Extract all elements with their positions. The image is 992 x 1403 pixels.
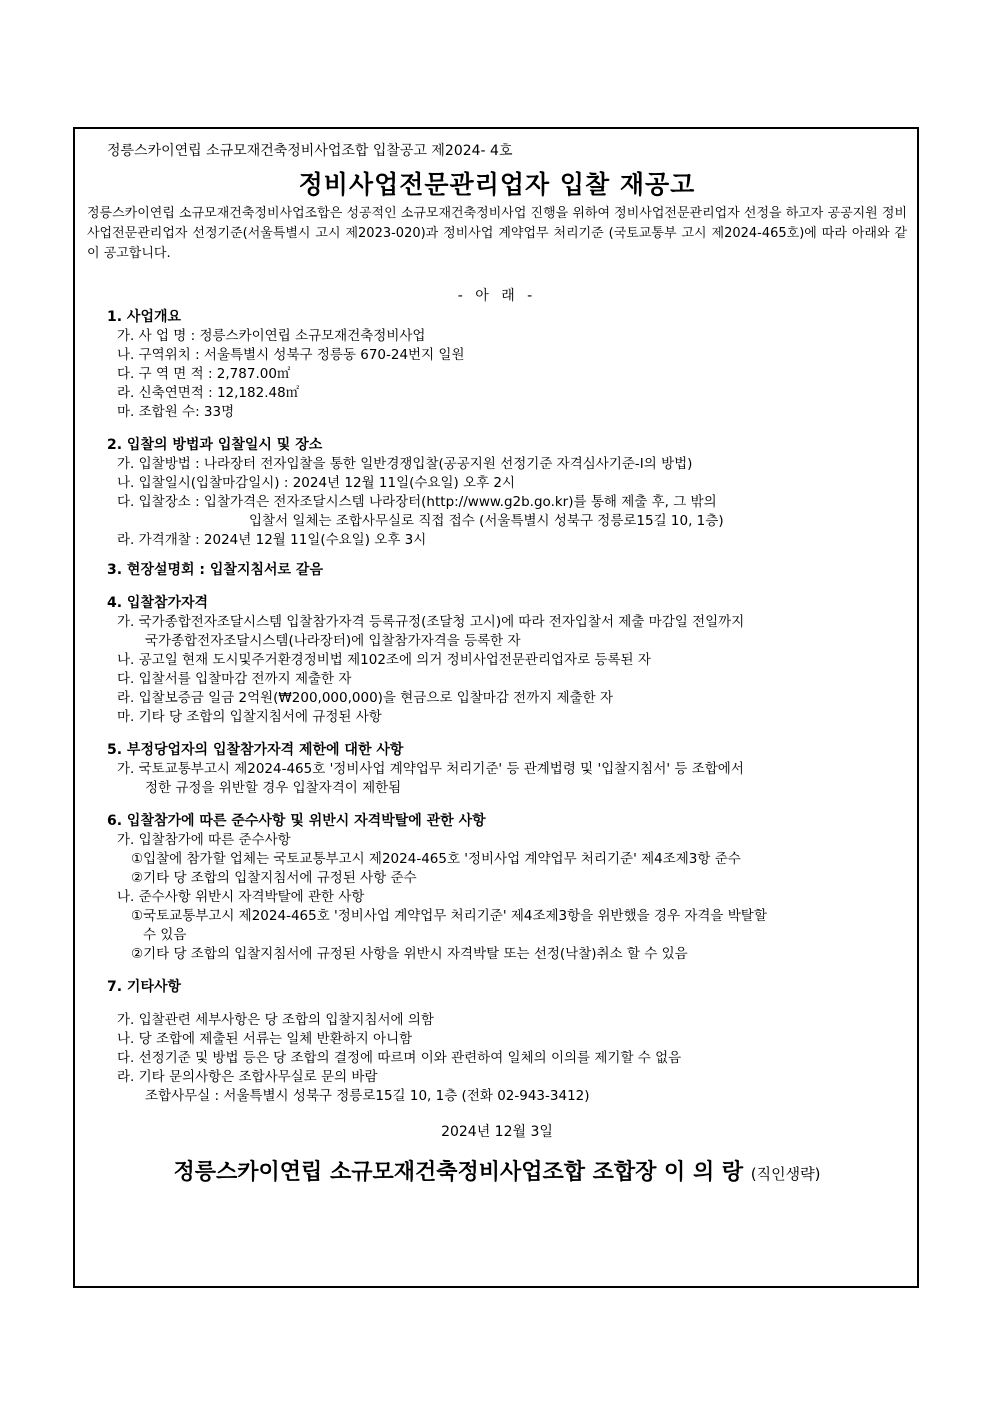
document-title: 정비사업전문관리업자 입찰 재공고 [298,170,696,199]
section-item: 가. 입찰참가에 따른 준수사항 [117,832,291,848]
section-item-continuation: 조합사무실 : 서울특별시 성북구 정릉로15길 10, 1층 (전화 02-943-3412) [145,1088,590,1104]
section-2 [87,436,907,550]
section-item-continuation: 입찰서 일체는 조합사무실로 직접 접수 (서울특별시 성북구 정릉로15길 10, 1층) [249,513,724,529]
section-item: 나. 입찰일시(입찰마감일시) : 2024년 12월 11일(수요일) 오후 2시 [117,475,516,491]
a-rae-heading: - 아 래 - [457,288,537,304]
section-item: 마. 기타 당 조합의 입찰지침서에 규정된 사항 [117,709,382,725]
section-title: 5. 부정당업자의 입찰참가자격 제한에 대한 사항 [107,742,404,758]
section-subitem: ①입찰에 참가할 업체는 국토교통부고시 제2024-465호 '정비사업 계약업무 처리기준' 제4조제3항 준수 [131,851,741,867]
section-item: 가. 국가종합전자조달시스템 입찰참가자격 등록규정(조달청 고시)에 따라 전자입찰서 제출 마감일 전일까지 [117,614,745,630]
notice-content [87,139,907,1189]
section-item: 가. 사 업 명 : 정릉스카이연립 소규모재건축정비사업 [117,328,426,344]
section-title: 2. 입찰의 방법과 입찰일시 및 장소 [107,437,323,453]
section-title: 1. 사업개요 [107,309,182,325]
section-subitem: ②기타 당 조합의 입찰지침서에 규정된 사항 준수 [131,870,417,886]
section-item: 가. 입찰방법 : 나라장터 전자입찰을 통한 일반경쟁입찰(공공지원 선정기준 자격심사기준-Ⅰ의 방법) [117,456,693,472]
section-item-continuation: 정한 규정을 위반할 경우 입찰자격이 제한됨 [145,780,402,796]
notice-frame [73,127,919,1288]
section-title: 7. 기타사항 [107,979,182,995]
section-title: 4. 입찰참가자격 [107,595,209,611]
seal-omitted-note: (직인생략) [750,1165,821,1183]
section-3 [87,561,907,580]
section-item: 라. 입찰보증금 일금 2억원(₩200,000,000)을 현금으로 입찰마감 전까지 제출한 자 [117,690,614,706]
section-subitem-continuation: 수 있음 [143,927,187,943]
section-6 [87,812,907,964]
section-5 [87,741,907,798]
section-item: 다. 입찰장소 : 입찰가격은 전자조달시스템 나라장터(http://www.g2b.go.kr)를 통해 제출 후, 그 밖의 [117,494,717,510]
notice-number: 정릉스카이연립 소규모재건축정비사업조합 입찰공고 제2024- 4호 [107,143,513,159]
section-7 [87,978,907,1106]
signature-line [87,1158,907,1189]
section-item: 나. 구역위치 : 서울특별시 성북구 정릉동 670-24번지 일원 [117,347,465,363]
section-item: 다. 입찰서를 입찰마감 전까지 제출한 자 [117,671,352,687]
section-item-continuation: 국가종합전자조달시스템(나라장터)에 입찰참가자격을 등록한 자 [145,633,521,649]
section-item: 마. 조합원 수: 33명 [117,404,235,420]
section-4 [87,594,907,727]
section-item: 가. 입찰관련 세부사항은 당 조합의 입찰지침서에 의함 [117,1012,434,1028]
section-item: 라. 신축연면적 : 12,182.48㎡ [117,385,300,401]
section-item: 다. 구 역 면 적 : 2,787.00㎡ [117,366,291,382]
section-item: 라. 가격개찰 : 2024년 12월 11일(수요일) 오후 3시 [117,532,427,548]
section-subitem: ①국토교통부고시 제2024-465호 '정비사업 계약업무 처리기준' 제4조제3항을 위반했을 경우 자격을 박탈할 [131,908,767,924]
section-1 [87,308,907,422]
section-item: 나. 준수사항 위반시 자격박탈에 관한 사항 [117,889,365,905]
section-item: 라. 기타 문의사항은 조합사무실로 문의 바람 [117,1069,378,1085]
notice-date: 2024년 12월 3일 [441,1124,553,1140]
section-item: 가. 국토교통부고시 제2024-465호 '정비사업 계약업무 처리기준' 등 관계법령 및 '입찰지침서' 등 조합에서 [117,761,744,777]
section-item: 다. 선정기준 및 방법 등은 당 조합의 결정에 따르며 이와 관련하여 일체의 이의를 제기할 수 없음 [117,1050,682,1066]
intro-paragraph: 정릉스카이연립 소규모재건축정비사업조합은 성공적인 소규모재건축정비사업 진행을 위하여 정비사업전문관리업자 선정을 하고자 공공지원 정비사업전문관리업자 선정기준(서울특별시 고시 제2023-020)과 정비사업 계약업무 처리기준 (국토교통부 고시 제2024-465호)에 따라 아래와 같이 공고합니다. [87,206,907,261]
section-title: 3. 현장설명회 : 입찰지침서로 갈음 [107,562,323,578]
signature-text: 정릉스카이연립 소규모재건축정비사업조합 조합장 이 의 랑 [173,1160,744,1185]
section-title: 6. 입찰참가에 따른 준수사항 및 위반시 자격박탈에 관한 사항 [107,813,486,829]
section-item: 나. 당 조합에 제출된 서류는 일체 반환하지 아니함 [117,1031,413,1047]
section-subitem: ②기타 당 조합의 입찰지침서에 규정된 사항을 위반시 자격박탈 또는 선정(낙찰)취소 할 수 있음 [131,946,688,962]
section-item: 나. 공고일 현재 도시및주거환경정비법 제102조에 의거 정비사업전문관리업자로 등록된 자 [117,652,651,668]
